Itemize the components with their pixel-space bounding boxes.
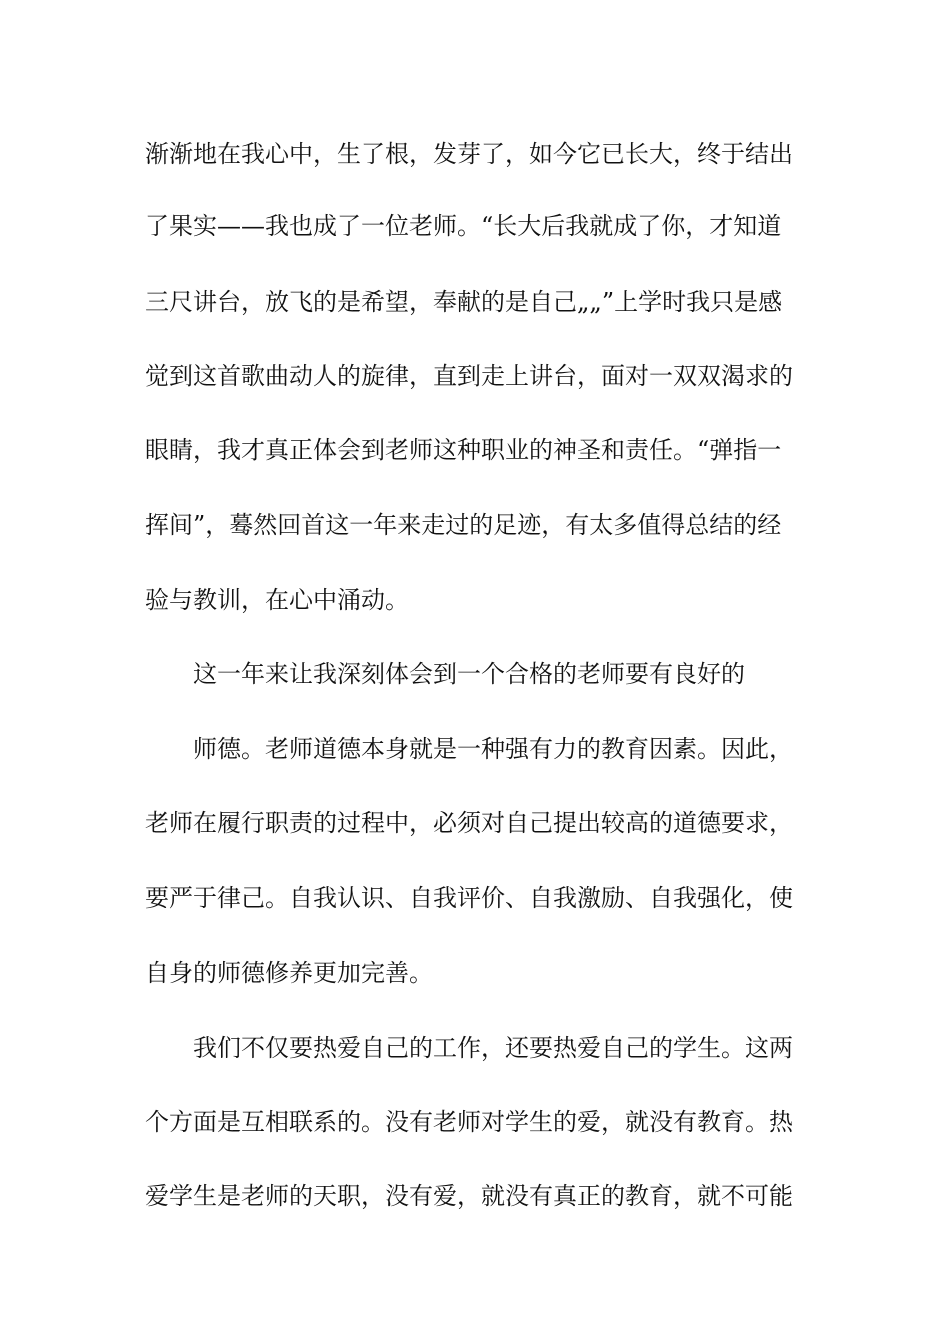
text-line: 老师在履行职责的过程中，必须对自己提出较高的道德要求， xyxy=(145,809,793,837)
text-line: 验与教训，在心中涌动。 xyxy=(145,586,409,614)
paragraph-first-line: 这一年来让我深刻体会到一个合格的老师要有良好的 xyxy=(193,660,745,688)
text-line: 要严于律己。自我认识、自我评价、自我激励、自我强化，使 xyxy=(145,884,793,912)
text-line: 挥间”，蓦然回首这一年来走过的足迹，有太多值得总结的经 xyxy=(145,511,782,539)
text-line: 师德。老师道德本身就是一种强有力的教育因素。因此， xyxy=(193,735,793,763)
text-line: 三尺讲台，放飞的是希望，奉献的是自己„„”上学时我只是感 xyxy=(145,288,783,316)
text-line: 爱学生是老师的天职，没有爱，就没有真正的教育，就不可能 xyxy=(145,1182,793,1210)
text-line: 了果实——我也成了一位老师。“长大后我就成了你，才知道 xyxy=(145,212,782,240)
text-line: 渐渐地在我心中，生了根，发芽了，如今它已长大，终于结出 xyxy=(145,140,793,168)
text-line: 眼睛，我才真正体会到老师这种职业的神圣和责任。“弹指一 xyxy=(145,436,782,464)
text-line: 自身的师德修养更加完善。 xyxy=(145,959,433,987)
paragraph-first-line: 我们不仅要热爱自己的工作，还要热爱自己的学生。这两 xyxy=(193,1034,793,1062)
text-line: 觉到这首歌曲动人的旋律，直到走上讲台，面对一双双渴求的 xyxy=(145,362,793,390)
text-line: 个方面是互相联系的。没有老师对学生的爱，就没有教育。热 xyxy=(145,1108,793,1136)
